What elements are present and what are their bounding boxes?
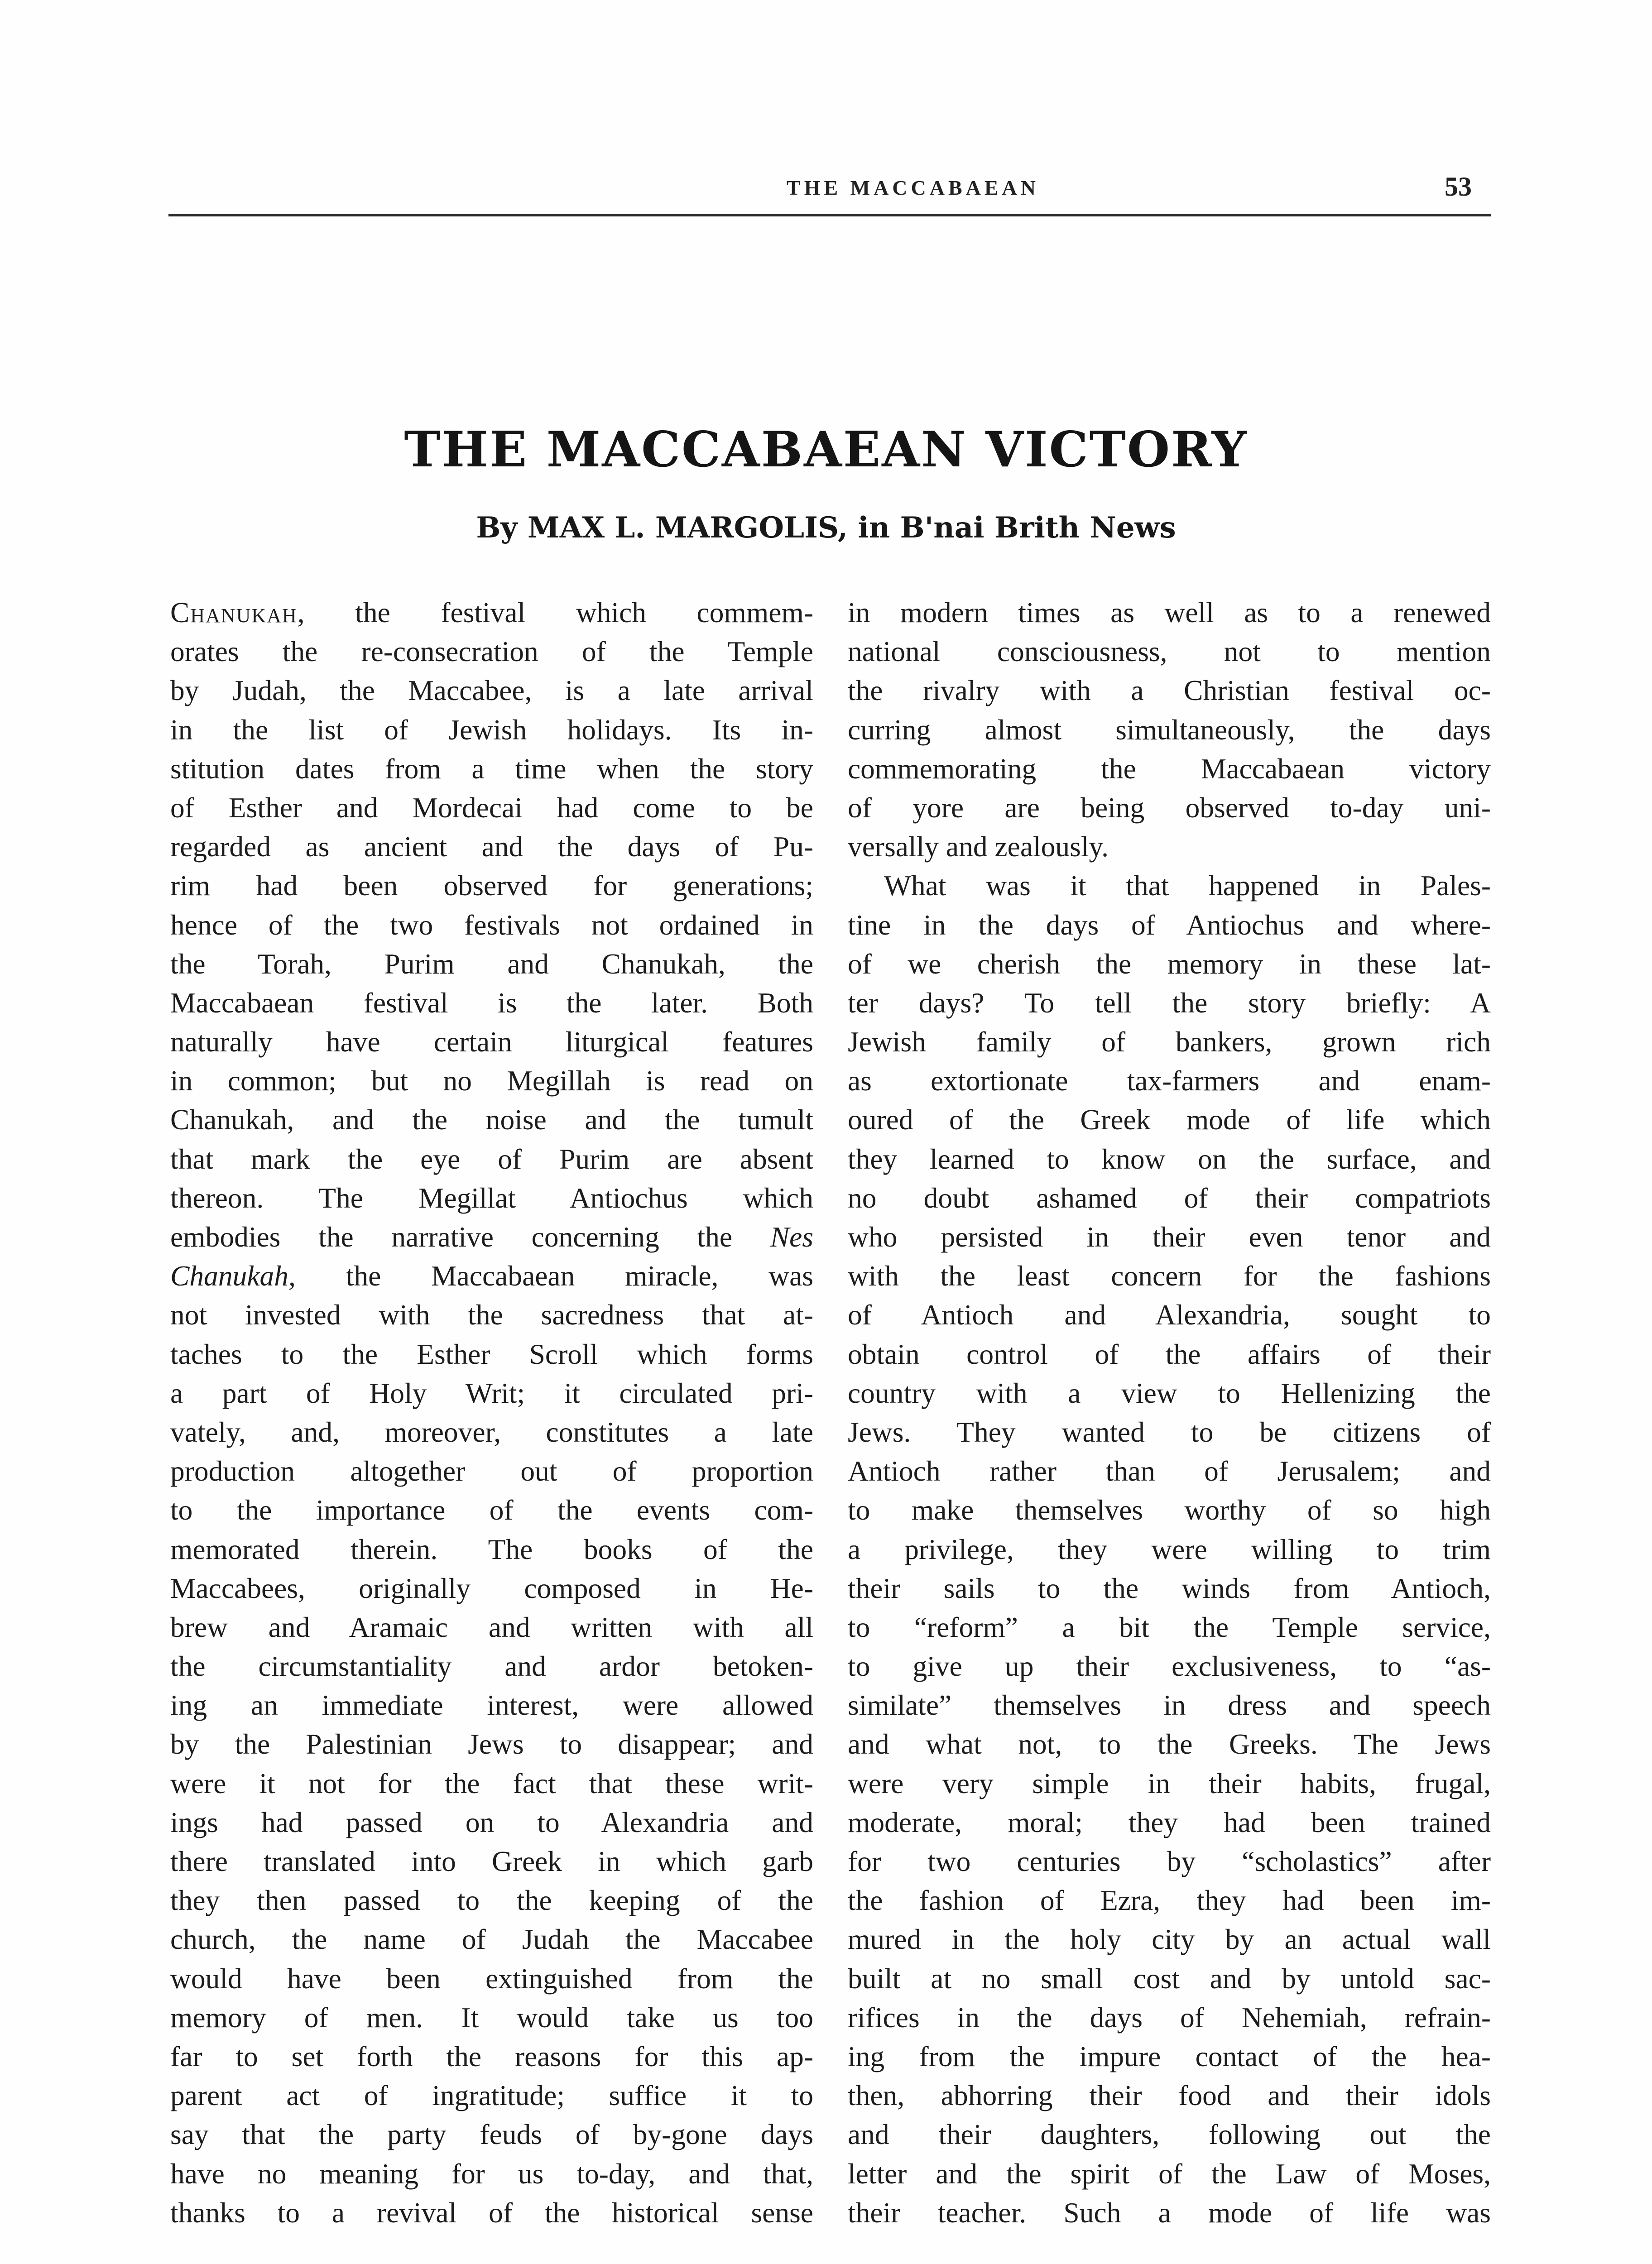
text-line: commemorating the Maccabaean victory bbox=[848, 752, 1491, 785]
text-line: were very simple in their habits, frugal, bbox=[848, 1767, 1491, 1799]
text-line: say that the party feuds of by-gone days bbox=[170, 2118, 813, 2151]
text-line: not invested with the sacredness that at- bbox=[170, 1299, 813, 1331]
text-line: their sails to the winds from Antioch, bbox=[848, 1572, 1491, 1604]
text-line: they learned to know on the surface, and bbox=[848, 1142, 1491, 1175]
text-line: similate” themselves in dress and speech bbox=[848, 1689, 1491, 1722]
text-line: production altogether out of proportion bbox=[170, 1455, 813, 1487]
text-line: Antioch rather than of Jerusalem; and bbox=[848, 1455, 1491, 1487]
text-line: thereon. The Megillat Antiochus which bbox=[170, 1181, 813, 1214]
text-line: built at no small cost and by untold sac- bbox=[848, 1962, 1491, 1995]
text-line: oured of the Greek mode of life which bbox=[848, 1103, 1491, 1136]
text-line: country with a view to Hellenizing the bbox=[848, 1377, 1491, 1409]
text-line: brew and Aramaic and written with all bbox=[170, 1611, 813, 1643]
text-line: regarded as ancient and the days of Pu- bbox=[170, 830, 813, 863]
text-line: versally and zealously. bbox=[848, 830, 1109, 863]
text-line: there translated into Greek in which garb bbox=[170, 1845, 813, 1877]
text-line: rifices in the days of Nehemiah, refrain- bbox=[848, 2001, 1491, 2034]
text-line: the circumstantiality and ardor betoken- bbox=[170, 1650, 813, 1683]
text-line: parent act of ingratitude; suffice it to bbox=[170, 2079, 813, 2112]
text-line: ing an immediate interest, were allowed bbox=[170, 1689, 813, 1722]
running-header bbox=[168, 172, 1491, 208]
text-line: then, abhorring their food and their idols bbox=[848, 2079, 1491, 2112]
text-line: as extortionate tax-farmers and enam- bbox=[848, 1065, 1491, 1097]
text-line: letter and the spirit of the Law of Moses, bbox=[848, 2157, 1491, 2190]
header-rule bbox=[168, 214, 1491, 216]
text-line: embodies the narrative concerning the Nes bbox=[170, 1221, 813, 1253]
text-line: the rivalry with a Christian festival oc- bbox=[848, 674, 1491, 707]
text-line: of yore are being observed to-day uni- bbox=[848, 791, 1491, 824]
text-line: moderate, moral; they had been trained bbox=[848, 1806, 1491, 1838]
text-line: Maccabaean festival is the later. Both bbox=[170, 986, 813, 1019]
text-line: a privilege, they were willing to trim bbox=[848, 1533, 1491, 1565]
text-line: national consciousness, not to mention bbox=[848, 635, 1491, 668]
text-line: of Esther and Mordecai had come to be bbox=[170, 791, 813, 824]
text-line: with the least concern for the fashions bbox=[848, 1260, 1491, 1292]
text-line: memory of men. It would take us too bbox=[170, 2001, 813, 2034]
text-line: thanks to a revival of the historical sense bbox=[170, 2196, 813, 2229]
text-line: to the importance of the events com- bbox=[170, 1494, 813, 1526]
right-column bbox=[848, 593, 1491, 2232]
text-line: orates the re-consecration of the Temple bbox=[170, 635, 813, 668]
text-line: in modern times as well as to a renewed bbox=[848, 596, 1491, 628]
text-line: in common; but no Megillah is read on bbox=[170, 1065, 813, 1097]
text-line: ter days? To tell the story briefly: A bbox=[848, 986, 1491, 1019]
text-line: stitution dates from a time when the story bbox=[170, 752, 813, 785]
text-line: mured in the holy city by an actual wall bbox=[848, 1923, 1491, 1956]
text-line: to make themselves worthy of so high bbox=[848, 1494, 1491, 1526]
text-line: who persisted in their even tenor and bbox=[848, 1221, 1491, 1253]
text-line: have no meaning for us to-day, and that, bbox=[170, 2157, 813, 2190]
text-line: the fashion of Ezra, they had been im- bbox=[848, 1884, 1491, 1917]
text-line: Chanukah, the Maccabaean miracle, was bbox=[170, 1260, 813, 1292]
article-title: THE MACCABAEAN VICTORY bbox=[404, 421, 1248, 478]
text-line: in the list of Jewish holidays. Its in- bbox=[170, 713, 813, 746]
text-line: curring almost simultaneously, the days bbox=[848, 713, 1491, 746]
text-line: for two centuries by “scholastics” after bbox=[848, 1845, 1491, 1877]
running-title: THE MACCABAEAN bbox=[787, 176, 1039, 199]
text-line: no doubt ashamed of their compatriots bbox=[848, 1181, 1491, 1214]
text-line: Chanukah, and the noise and the tumult bbox=[170, 1103, 813, 1136]
text-line: taches to the Esther Scroll which forms bbox=[170, 1338, 813, 1370]
text-line: their teacher. Such a mode of life was bbox=[848, 2196, 1491, 2229]
text-line: Jewish family of bankers, grown rich bbox=[848, 1026, 1491, 1058]
text-line: vately, and, moreover, constitutes a late bbox=[170, 1415, 813, 1448]
text-line: church, the name of Judah the Maccabee bbox=[170, 1923, 813, 1956]
text-line: the Torah, Purim and Chanukah, the bbox=[170, 947, 813, 980]
text-line: Maccabees, originally composed in He- bbox=[170, 1572, 813, 1604]
text-line: a part of Holy Writ; it circulated pri- bbox=[170, 1377, 813, 1409]
text-line: obtain control of the affairs of their bbox=[848, 1338, 1491, 1370]
article-byline: By MAX L. MARGOLIS, in B'nai Brith News bbox=[476, 511, 1176, 545]
text-line: hence of the two festivals not ordained in bbox=[170, 908, 813, 941]
text-line: and their daughters, following out the bbox=[848, 2118, 1491, 2151]
text-line: were it not for the fact that these writ- bbox=[170, 1767, 813, 1799]
text-line: to give up their exclusiveness, to “as- bbox=[848, 1650, 1491, 1683]
text-line: naturally have certain liturgical features bbox=[170, 1026, 813, 1058]
text-line: rim had been observed for generations; bbox=[170, 869, 813, 902]
text-line: by the Palestinian Jews to disappear; and bbox=[170, 1728, 813, 1760]
text-line: What was it that happened in Pales- bbox=[884, 869, 1491, 902]
text-line: they then passed to the keeping of the bbox=[170, 1884, 813, 1917]
text-line: by Judah, the Maccabee, is a late arrival bbox=[170, 674, 813, 707]
text-line: of Antioch and Alexandria, sought to bbox=[848, 1299, 1491, 1331]
text-line: Jews. They wanted to be citizens of bbox=[848, 1415, 1491, 1448]
text-line: tine in the days of Antiochus and where- bbox=[848, 908, 1491, 941]
page-number: 53 bbox=[1445, 172, 1472, 201]
text-line: of we cherish the memory in these lat- bbox=[848, 947, 1491, 980]
text-line: ings had passed on to Alexandria and bbox=[170, 1806, 813, 1838]
text-line: to “reform” a bit the Temple service, bbox=[848, 1611, 1491, 1643]
text-line: and what not, to the Greeks. The Jews bbox=[848, 1728, 1491, 1760]
text-line: far to set forth the reasons for this ap- bbox=[170, 2040, 813, 2072]
text-line: ing from the impure contact of the hea- bbox=[848, 2040, 1491, 2072]
text-line: Chanukah, the festival which commem- bbox=[170, 596, 813, 628]
left-column bbox=[170, 593, 813, 2232]
text-line: would have been extinguished from the bbox=[170, 1962, 813, 1995]
text-line: that mark the eye of Purim are absent bbox=[170, 1142, 813, 1175]
text-line: memorated therein. The books of the bbox=[170, 1533, 813, 1565]
